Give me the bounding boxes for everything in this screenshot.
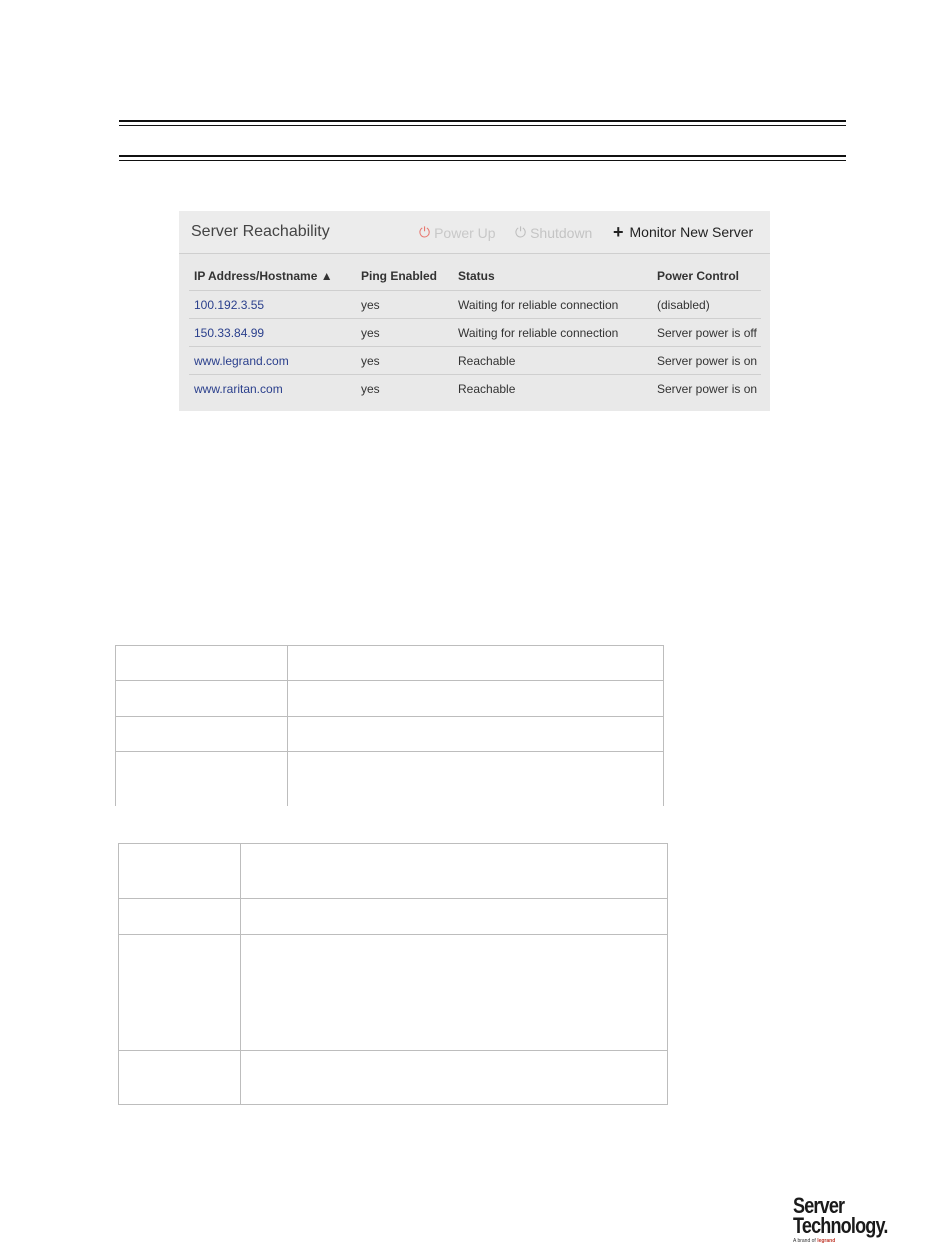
- ping-cell: yes: [356, 375, 453, 403]
- status-cell: Reachable: [453, 347, 652, 375]
- empty-document-table-1: [115, 645, 664, 806]
- logo-tagline: [793, 1238, 898, 1244]
- monitor-new-server-button[interactable]: [613, 224, 753, 240]
- shutdown-button[interactable]: [515, 224, 592, 241]
- power-up-button[interactable]: [419, 224, 496, 241]
- column-header-ping-enabled[interactable]: Ping Enabled: [361, 269, 438, 283]
- host-cell[interactable]: www.legrand.com: [189, 347, 356, 375]
- host-cell[interactable]: 100.192.3.55: [189, 291, 356, 319]
- power-cell: Server power is on: [652, 375, 761, 403]
- logo-tagline-prefix: A brand of: [793, 1238, 816, 1244]
- power-icon: ⏻: [515, 224, 527, 240]
- panel-header: [179, 211, 770, 254]
- table-row[interactable]: [189, 347, 761, 375]
- empty-document-table-2: [118, 843, 668, 1105]
- column-header-status[interactable]: Status: [458, 269, 495, 283]
- column-header-hostname[interactable]: IP Address/Hostname ▲: [194, 269, 333, 283]
- monitor-new-server-label: Monitor New Server: [629, 224, 754, 240]
- plus-icon: +: [613, 222, 624, 242]
- power-cell: (disabled): [652, 291, 761, 319]
- table-cell: [288, 646, 664, 681]
- server-table: [189, 262, 761, 402]
- status-cell: Waiting for reliable connection: [453, 319, 652, 347]
- table-cell: [241, 1051, 668, 1105]
- table-cell: [241, 844, 668, 899]
- table-cell: [116, 752, 288, 806]
- table-cell: [241, 899, 668, 935]
- table-cell: [288, 681, 664, 717]
- table-row[interactable]: [189, 375, 761, 403]
- table-cell: [116, 717, 288, 752]
- host-cell[interactable]: 150.33.84.99: [189, 319, 356, 347]
- server-reachability-panel: [179, 211, 770, 411]
- column-header-power-control[interactable]: Power Control: [657, 269, 740, 283]
- host-cell[interactable]: www.raritan.com: [189, 375, 356, 403]
- header-rule-bottom: [119, 155, 846, 157]
- server-technology-logo: [793, 1193, 898, 1248]
- table-cell: [288, 752, 664, 806]
- table-cell: [119, 899, 241, 935]
- table-cell: [119, 1051, 241, 1105]
- shutdown-label: Shutdown: [530, 224, 593, 241]
- table-cell: [119, 844, 241, 899]
- ping-cell: yes: [356, 319, 453, 347]
- ping-cell: yes: [356, 291, 453, 319]
- header-rule-top: [119, 120, 846, 122]
- table-cell: [288, 717, 664, 752]
- logo-line-1: Server: [793, 1193, 845, 1218]
- power-icon: ⏻: [419, 224, 431, 240]
- table-cell: [119, 935, 241, 1051]
- status-cell: Waiting for reliable connection: [453, 291, 652, 319]
- status-cell: Reachable: [453, 375, 652, 403]
- logo-tagline-brand: legrand: [817, 1238, 836, 1244]
- ping-cell: yes: [356, 347, 453, 375]
- table-cell: [241, 935, 668, 1051]
- power-cell: Server power is on: [652, 347, 761, 375]
- panel-title: Server Reachability: [191, 223, 330, 240]
- power-up-label: Power Up: [434, 224, 496, 241]
- logo-line-2: Technology.: [793, 1213, 888, 1238]
- table-cell: [116, 681, 288, 717]
- power-cell: Server power is off: [652, 319, 761, 347]
- table-row[interactable]: [189, 319, 761, 347]
- table-row[interactable]: [189, 291, 761, 319]
- table-header-row: [189, 262, 761, 291]
- table-cell: [116, 646, 288, 681]
